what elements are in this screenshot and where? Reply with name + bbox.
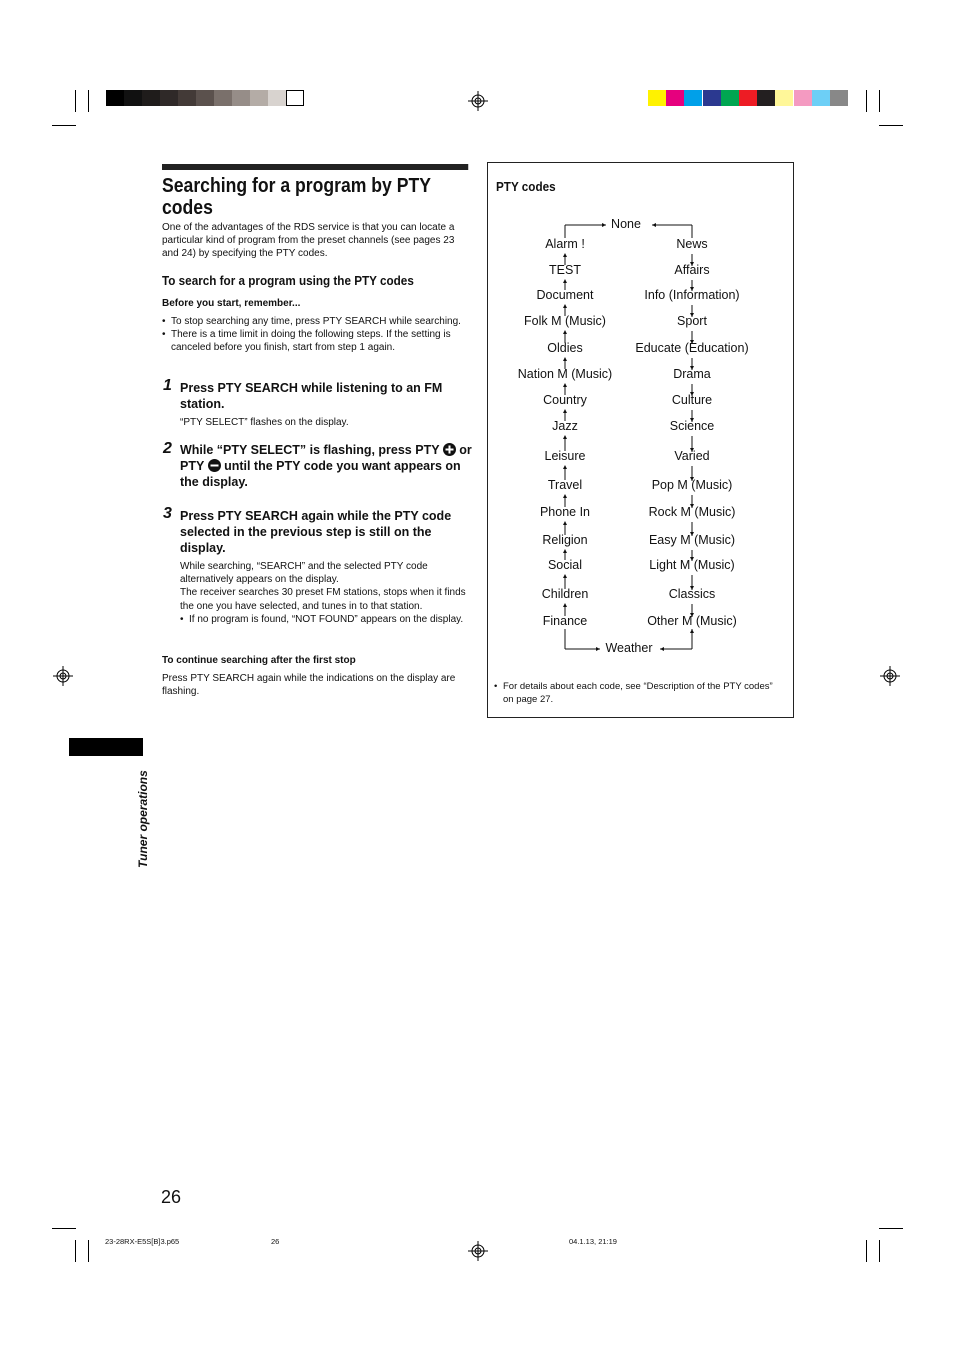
side-section-label-text: Tuner operations [136, 770, 150, 868]
arrow-head-icon [563, 330, 567, 334]
pty-code-right: Light M (Music) [649, 558, 735, 572]
pty-code-left: Phone In [539, 505, 591, 519]
color-swatch [666, 90, 684, 106]
step-2-text: or PTY [180, 443, 472, 473]
pty-code-left: Travel [547, 478, 583, 492]
step-3-note: While searching, “SEARCH” and the selected PTY code alternatively appears on the display. [180, 561, 428, 586]
pty-code-left: Alarm ! [545, 237, 585, 251]
pty-code-right: Varied [674, 449, 710, 463]
pty-code-right: Drama [673, 367, 711, 381]
pty-code-right: Other M (Music) [647, 614, 737, 628]
pty-code-left: Jazz [552, 419, 578, 433]
page-number: 26 [161, 1187, 182, 1207]
gray-swatch [160, 90, 178, 106]
list-item: • There is a time limit in doing the following steps. If the setting is canceled before you finish, start from step 1 again. [162, 328, 468, 354]
color-swatch [739, 90, 757, 106]
list-item-text: To stop searching any time, press PTY SEARCH while searching. [171, 316, 461, 327]
color-swatch [794, 90, 812, 106]
pty-code-left: Nation M (Music) [517, 367, 613, 381]
pty-code-weather: Weather [605, 641, 653, 655]
crop-mark [879, 1228, 903, 1229]
gray-swatch [196, 90, 214, 106]
step-2-instruction [180, 442, 472, 490]
color-swatch [648, 90, 666, 106]
registration-mark-icon [53, 666, 73, 686]
crop-mark [879, 90, 880, 112]
crop-mark [879, 1240, 880, 1262]
pty-code-left: Folk M (Music) [524, 314, 606, 328]
arrow-head-icon [563, 279, 567, 283]
list-item: • If no program is found, “NOT FOUND” appears on the display. [180, 613, 464, 625]
arrow-head-icon [563, 383, 567, 387]
side-section-label [100, 760, 160, 870]
pty-code-right: Classics [668, 587, 716, 601]
pty-code-right: Rock M (Music) [648, 505, 736, 519]
gray-swatch [214, 90, 232, 106]
pty-note: • For details about each code, see “Description of the PTY codes” on page 27. [494, 680, 779, 706]
pty-code-left: Social [547, 558, 583, 572]
crop-mark [75, 1240, 76, 1262]
gray-swatch [142, 90, 160, 106]
arrow-head-icon [563, 494, 567, 498]
pty-code-right: Sport [677, 314, 707, 328]
gray-swatch [232, 90, 250, 106]
arrow-head-icon [660, 647, 664, 651]
pty-note-text: For details about each code, see “Description of the PTY codes” on page 27. [503, 681, 773, 706]
list-item-text: If no program is found, “NOT FOUND” appears on the display. [189, 613, 464, 625]
registration-mark-icon [468, 1241, 488, 1261]
pty-code-left: Children [541, 587, 589, 601]
pty-code-right: Pop M (Music) [651, 478, 733, 492]
color-swatch [757, 90, 775, 106]
continue-text: Press PTY SEARCH again while the indications on the display are flashing. [162, 673, 456, 698]
registration-mark-icon [468, 91, 488, 111]
pty-code-left: Document [536, 288, 594, 302]
arrow-head-icon [563, 521, 567, 525]
arrow-head-icon [563, 409, 567, 413]
footer-file: 23-28RX-E5S[B]3.p65 [105, 1237, 180, 1246]
crop-mark [52, 125, 76, 126]
step-2-text: While “PTY SELECT” is flashing, press PTY [180, 443, 440, 457]
arrow-head-icon [563, 435, 567, 439]
section-subheading: To search for a program using the PTY codes [162, 273, 414, 288]
step-number: 2 [163, 440, 172, 457]
gray-swatch [178, 90, 196, 106]
color-swatch [684, 90, 702, 106]
pty-code-right: Educate (Education) [635, 341, 749, 355]
crop-mark [88, 90, 89, 112]
intro-paragraph: One of the advantages of the RDS service is that you can locate a particular kind of program from the preset channels (see pages 23 and 24) by specifying the PTY codes. [162, 222, 455, 260]
pty-code-left: Country [543, 393, 587, 407]
list-item-text: There is a time limit in doing the following steps. If the setting is canceled before you finish, start from step 1 again. [171, 329, 451, 354]
arrow-head-icon [563, 574, 567, 578]
pty-code-right: Info (Information) [644, 288, 740, 302]
registration-mark-icon [880, 666, 900, 686]
pty-code-left: TEST [549, 263, 581, 277]
continue-label: To continue searching after the first stop [162, 655, 356, 666]
minus-button-icon [208, 459, 221, 472]
crop-mark [866, 90, 867, 112]
footer-page: 26 [271, 1237, 280, 1246]
pty-heading: PTY codes [496, 179, 556, 194]
gray-swatch [106, 90, 124, 106]
color-swatch [721, 90, 739, 106]
step-2-text: until the PTY code you want appears on the display. [180, 459, 461, 489]
crop-mark [52, 1228, 76, 1229]
step-3-instruction: Press PTY SEARCH again while the PTY code selected in the previous step is still on the display. [180, 509, 452, 555]
step-number: 3 [163, 505, 172, 522]
step-1-instruction: Press PTY SEARCH while listening to an FM station. [180, 381, 443, 411]
pty-code-left: Oldies [547, 341, 583, 355]
step-1-note: “PTY SELECT” flashes on the display. [180, 417, 349, 428]
step-3-notes [180, 560, 470, 626]
arrow-head-icon [563, 603, 567, 607]
color-swatch [775, 90, 793, 106]
arrow-head-icon [563, 304, 567, 308]
color-swatch [830, 90, 848, 106]
arrow-head-icon [563, 253, 567, 257]
pty-codes-box [487, 162, 794, 718]
color-swatch [703, 90, 721, 106]
pty-code-right: Affairs [674, 263, 710, 277]
page-title: Searching for a program by PTY codes [162, 164, 468, 219]
step-3-note: The receiver searches 30 preset FM stations, stops when it finds the one you have selected, and tunes in to that station. [180, 587, 466, 612]
before-label: Before you start, remember... [162, 298, 301, 309]
section-tab [69, 738, 143, 756]
reminder-list [162, 315, 468, 355]
color-swatch [812, 90, 830, 106]
pty-code-right: Science [669, 419, 715, 433]
arrow-head-icon [690, 629, 694, 633]
gray-swatch [286, 90, 304, 106]
arrow-head-icon [563, 549, 567, 553]
gray-swatch [124, 90, 142, 106]
arrow-head-icon [563, 357, 567, 361]
crop-mark [88, 1240, 89, 1262]
footer-date: 04.1.13, 21:19 [569, 1237, 617, 1246]
crop-mark [75, 90, 76, 112]
pty-code-right: Easy M (Music) [648, 533, 736, 547]
step-number: 1 [163, 377, 172, 394]
arrow-head-icon [563, 465, 567, 469]
gray-swatch [268, 90, 286, 106]
pty-code-right: News [676, 237, 708, 251]
crop-mark [866, 1240, 867, 1262]
gray-swatch [250, 90, 268, 106]
plus-button-icon [443, 443, 456, 456]
pty-code-none: None [611, 217, 641, 231]
crop-mark [879, 125, 903, 126]
pty-code-left: Leisure [544, 449, 586, 463]
list-item: • To stop searching any time, press PTY SEARCH while searching. [162, 316, 461, 327]
pty-code-left: Religion [542, 533, 588, 547]
pty-code-right: Culture [671, 393, 713, 407]
pty-code-left: Finance [542, 614, 588, 628]
